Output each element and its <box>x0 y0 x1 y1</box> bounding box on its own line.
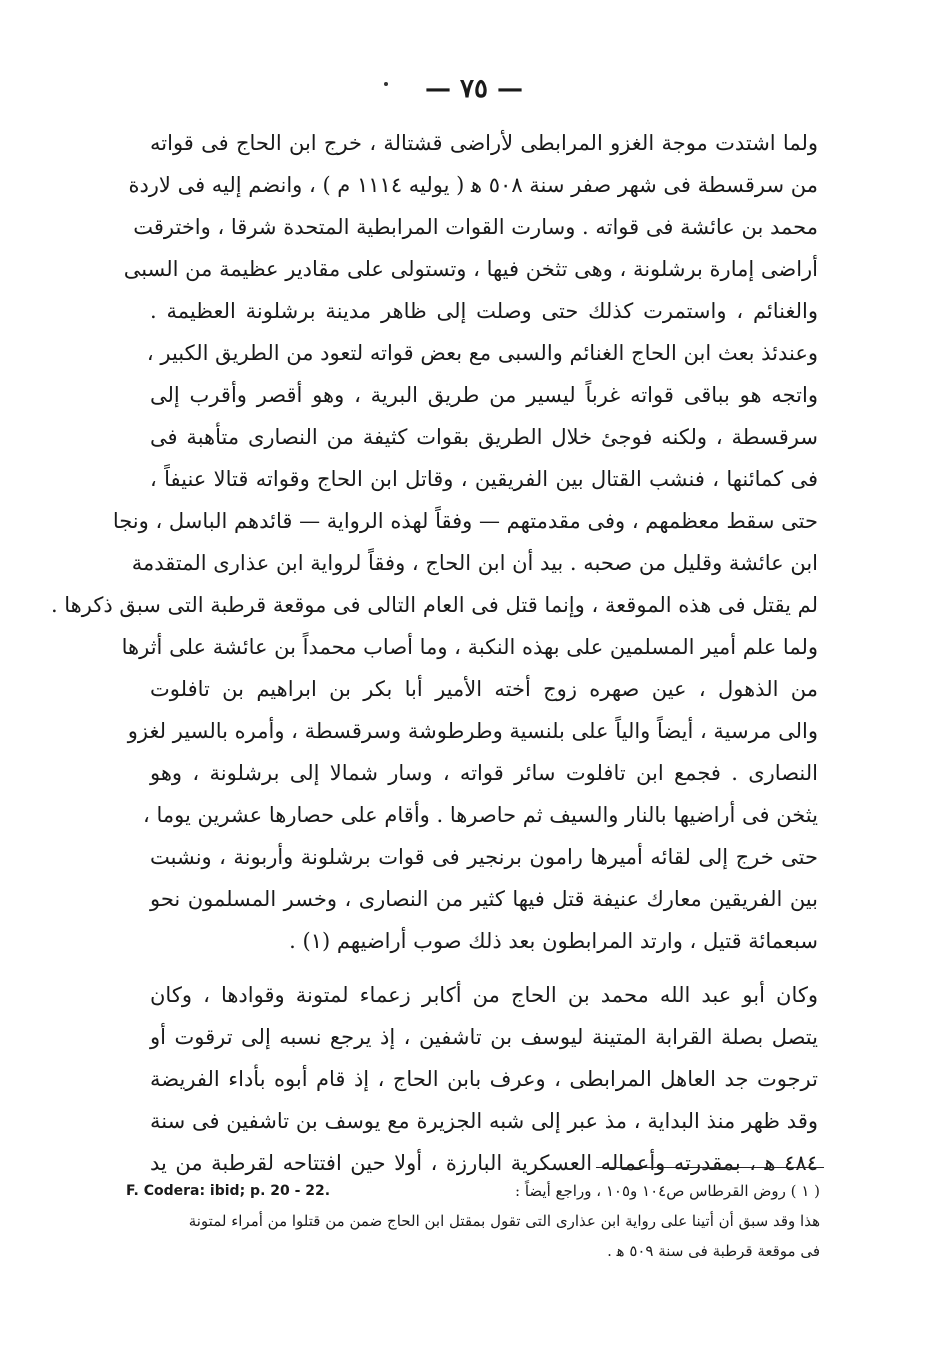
text-line: بين الفريقين معارك عنيفة قتل فيها كثير من النصارى ، وخسر المسلمون نحو <box>150 887 818 911</box>
footnote-1-continuation: هذا وقد سبق أن أتينا على رواية ابن عذارى التى تقول بمقتل ابن الحاج ضمن من قتلوا من أمراء لمتونة <box>188 1212 820 1230</box>
text-line: حتى سقط معظمهم ، وفى مقدمتهم — وفقاً لهذه الرواية — قائدهم الباسل ، ونجا <box>112 509 818 533</box>
text-line: ولما اشتدت موجة الغزو المرابطى لأراضى قشتالة ، خرج ابن الحاج فى قواته <box>150 131 818 155</box>
text-line-with-footnote-ref: سبعمائة قتيل ، وارتد المرابطون بعد ذلك صوب أراضيهم (١) . <box>289 929 818 953</box>
footnote-divider <box>596 1167 824 1168</box>
text-line: والغنائم ، واستمرت كذلك حتى وصلت إلى ظاهر مدينة برشلونة العظيمة . <box>150 299 818 323</box>
text-line: والى مرسية ، أيضاً والياً على بلنسية وطرطوشة وسرقسطة ، وأمره بالسير لغزو <box>127 719 818 743</box>
footnote-1-arabic: ( ١ ) روض القرطاس ص١٠٤ و١٠٥ ، وراجع أيضاً : <box>515 1182 820 1200</box>
body-text <box>50 122 818 1184</box>
text-line: وكان أبو عبد الله محمد بن الحاج من أكابر زعماء لمتونة وقوادها ، وكان <box>150 983 818 1007</box>
text-line: وعندئذ بعث ابن الحاج الغنائم والسبى مع بعض قواته لتعود من الطريق الكبير ، <box>146 341 818 365</box>
paragraph-1 <box>50 122 818 962</box>
text-line: محمد بن عائشة فى قواته . وسارت القوات المرابطية المتحدة شرقا ، واخترقت <box>133 215 818 239</box>
text-line: سرقسطة ، ولكنه فوجئ خلال الطريق بقوات كثيفة من النصارى متأهبة فى <box>150 425 818 449</box>
text-line: ابن عائشة وقليل من صحبه . بيد أن ابن الحاج ، وفقاً لرواية ابن عذارى المتقدمة <box>131 551 818 575</box>
text-line: فى كمائنها ، فنشب القتال بين الفريقين ، وقاتل ابن الحاج وقواته قتالا عنيفاً ، <box>150 467 818 491</box>
text-line: ٤٨٤ ﻫ ، بمقدرته وأعماله العسكرية البارزة ، أولا حين افتتاحه لقرطبة من يد <box>150 1151 818 1175</box>
text-line: واتجه هو بباقى قواته غرباً ليسير من طريق البرية ، وهو أقصر وأقرب إلى <box>150 383 818 407</box>
text-line: وقد ظهر منذ البداية ، مذ عبر إلى شبه الجزيرة مع يوسف بن تاشفين فى سنة <box>150 1109 818 1133</box>
text-line: من الذهول ، عين صهره زوج أخته الأمير أبا بكر بن ابراهيم بن تافلوت <box>150 677 818 701</box>
text-line: يثخن فى أراضيها بالنار والسيف ثم حاصرها . وأقام على حصارها عشرين يوما ، <box>143 803 818 827</box>
text-line: النصارى . فجمع ابن تافلوت سائر قواته ، وسار شمالا إلى برشلونة ، وهو <box>150 761 818 785</box>
footnote-1 <box>126 1176 820 1206</box>
text-line: ترجوت جد العاهل المرابطى ، وعرف بابن الحاج ، إذ قام أبوه بأداء الفريضة <box>150 1067 818 1091</box>
text-line: من سرقسطة فى شهر صفر سنة ٥٠٨ ﻫ ( يوليه ١١١٤ م ) ، وانضم إليه فى لاردة <box>128 173 818 197</box>
paragraph-2 <box>150 974 818 1184</box>
text-line: لم يقتل فى هذه الموقعة ، وإنما قتل فى العام التالى فى موقعة قرطبة التى سبق ذكرها . <box>50 593 818 617</box>
text-line: أراضى إمارة برشلونة ، وهى تثخن فيها ، وتستولى على مقادير عظيمة من السبى <box>123 257 818 281</box>
page-number: — ٧٥ — <box>424 74 524 104</box>
footnote-1-continuation: فى موقعة قرطبة فى سنة ٥٠٩ ﻫ . <box>607 1242 820 1260</box>
text-line: ولما علم أمير المسلمين على بهذه النكبة ، وما أصاب محمداً بن عائشة على أثرها <box>121 635 818 659</box>
footnotes <box>126 1176 820 1266</box>
text-line: يتصل بصلة القرابة المتينة ليوسف بن تاشفين ، إذ يرجع نسبه إلى ترقوت أو <box>150 1025 818 1049</box>
footnote-1-latin-citation: F. Codera: ibid; p. 20 - 22. <box>126 1183 331 1199</box>
text-line: حتى خرج إلى لقائه أميرها رامون برنجير فى قوات برشلونة وأربونة ، ونشبت <box>150 845 818 869</box>
